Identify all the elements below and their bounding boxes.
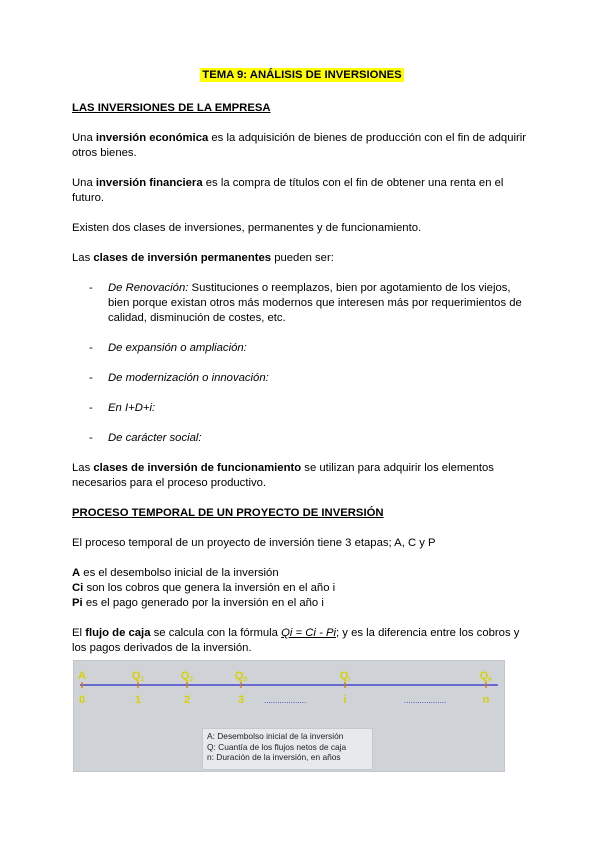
paragraph-flujo-caja: El flujo de caja se calcula con la fórmula Qi = Ci - Pi; y es la diferencia entre los cobros y los pagos derivados de la inversión. xyxy=(72,627,520,654)
definition-pi: Pi es el pago generado por la inversión en el año i xyxy=(72,597,324,609)
list-item: - En I+D+i: xyxy=(89,402,156,414)
timeline-top-label: Qi xyxy=(339,670,351,683)
paragraph-etapas: El proceso temporal de un proyecto de inversión tiene 3 etapas; A, C y P xyxy=(72,537,436,549)
timeline-top-label: A xyxy=(78,670,86,682)
timeline-dots: ................... xyxy=(264,696,307,705)
cash-flow-formula: Qi = Ci - Pi xyxy=(281,627,337,639)
list-item: - De modernización o innovación: xyxy=(89,372,269,384)
title-wrap xyxy=(72,68,532,83)
definition-a: A es el desembolso inicial de la inversión xyxy=(72,567,279,579)
paragraph-inversion-financiera: Una inversión financiera es la compra de títulos con el fin de obtener una renta en el futuro. xyxy=(72,177,504,204)
list-item: - De carácter social: xyxy=(89,432,202,444)
list-item: - De expansión o ampliación: xyxy=(89,342,247,354)
permanent-investments-list xyxy=(72,281,532,446)
timeline-bottom-label: 2 xyxy=(183,694,191,706)
section-heading-proceso: PROCESO TEMPORAL DE UN PROYECTO DE INVERSIÓN xyxy=(72,507,384,519)
page-title: TEMA 9: ANÁLISIS DE INVERSIONES xyxy=(202,69,402,81)
legend-item-n: n: Duración de la inversión, en años xyxy=(207,752,341,762)
timeline-dots-2: ................... xyxy=(404,696,447,705)
definition-ci: Ci son los cobros que genera la inversión en el año i xyxy=(72,582,336,594)
timeline-bottom-label: 1 xyxy=(134,694,142,706)
timeline-top-label: Q1 xyxy=(131,670,145,683)
paragraph-inversion-economica: Una inversión económica es la adquisición de bienes de producción con el fin de adquirir otros bienes. xyxy=(72,132,527,159)
legend-item-a: A: Desembolso inicial de la inversión xyxy=(207,731,344,741)
paragraph-permanentes: Las clases de inversión permanentes pueden ser: xyxy=(72,252,334,264)
timeline-top-label: Qn xyxy=(479,670,493,683)
timeline-bottom-label: 3 xyxy=(237,694,245,706)
timeline-bottom-label: i xyxy=(343,694,347,706)
timeline-legend xyxy=(202,728,373,770)
paragraph-clases: Existen dos clases de inversiones, permanentes y de funcionamiento. xyxy=(72,222,422,234)
section-heading-inversiones: LAS INVERSIONES DE LA EMPRESA xyxy=(72,102,271,114)
list-item: - De Renovación: Sustituciones o reemplazos, bien por agotamiento de los viejos, bien porque existan otros más modernos que interesen más por requerimientos de calidad, disminución de costes, etc. xyxy=(89,282,522,324)
legend-item-q: Q: Cuantía de los flujos netos de caja xyxy=(207,741,347,752)
paragraph-funcionamiento: Las clases de inversión de funcionamiento se utilizan para adquirir los elementos necesarios para el proceso productivo. xyxy=(72,462,494,489)
document-page xyxy=(72,68,532,656)
timeline-top-labels xyxy=(78,670,492,683)
timeline-top-label: Q2 xyxy=(180,670,194,683)
timeline-figure xyxy=(73,660,505,772)
timeline-top-label: Q3 xyxy=(234,670,248,683)
timeline-bottom-label: 0 xyxy=(78,694,86,706)
timeline-bottom-label: n xyxy=(482,694,490,706)
